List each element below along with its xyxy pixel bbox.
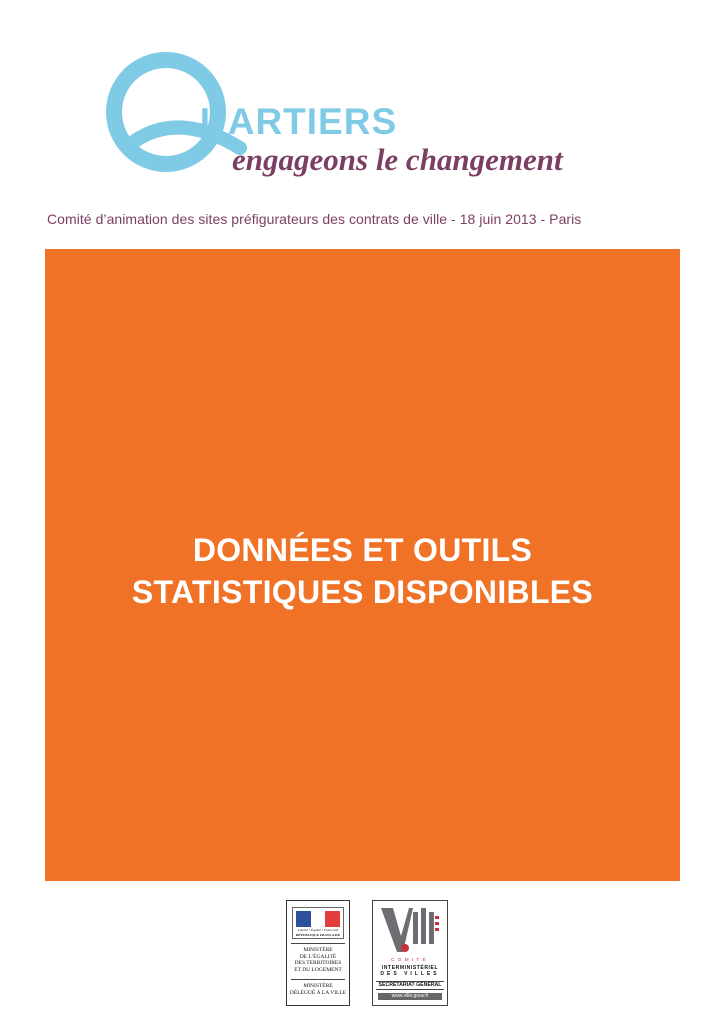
marianne-logo (292, 907, 344, 939)
ministry-logo (286, 900, 350, 1006)
event-subtitle: Comité d’animation des sites préfigurateurs des contrats de ville - 18 juin 2013 - Paris (47, 211, 582, 227)
civ-line-1: COMITÉ (391, 958, 429, 963)
civ-url: www.ville.gouv.fr (378, 993, 442, 1000)
civ-secretariat: SECRÉTARIAT GÉNÉRAL (376, 981, 444, 990)
cover-title (45, 529, 680, 613)
logo-wordmark: UARTIERS (200, 101, 398, 142)
french-flag-icon (296, 911, 340, 927)
divider (291, 943, 345, 944)
republic-motto: Liberté • Égalité • Fraternité (297, 928, 339, 932)
cover-title-line-2: STATISTIQUES DISPONIBLES (131, 574, 594, 610)
divider (291, 979, 345, 980)
civ-logo (372, 900, 448, 1006)
logo-tagline: engageons le changement (232, 142, 563, 177)
cover-block (45, 249, 680, 881)
ministry-name-1: MINISTÈRE DE L’ÉGALITÉ DES TERRITOIRES ET DU LOGEMENT (294, 947, 342, 973)
civ-line-2: INTERMINISTÉRIEL (381, 965, 439, 971)
cover-title-line-1: DONNÉES ET OUTILS (192, 532, 533, 568)
ministry-name-2: MINISTÈRE DÉLÉGUÉ À LA VILLE (289, 983, 347, 996)
republic-label: RÉPUBLIQUE FRANÇAISE (295, 933, 341, 937)
header (0, 0, 725, 240)
ville-logo-icon (379, 906, 441, 956)
civ-line-3: DES VILLES (380, 971, 440, 977)
